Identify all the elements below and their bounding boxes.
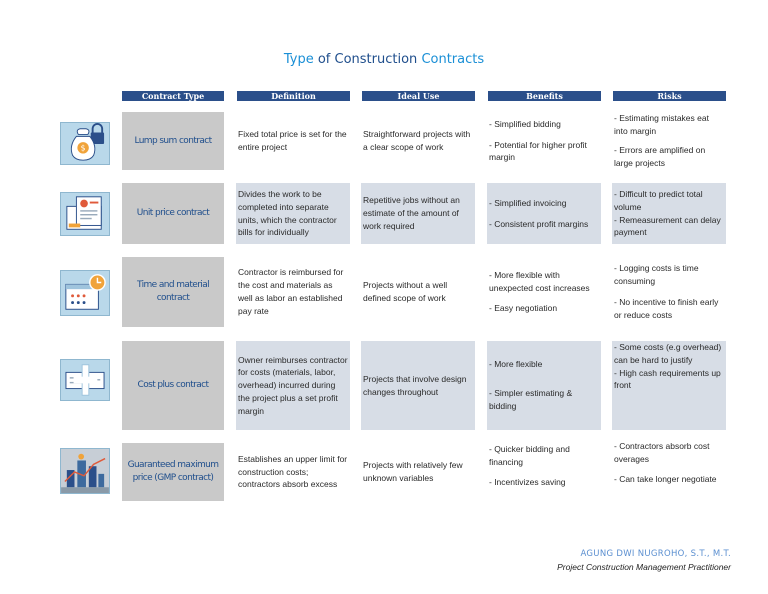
benefits-cell: - More flexible with unexpected cost increases - Easy negotiation bbox=[489, 269, 590, 314]
header-definition: Definition bbox=[237, 91, 350, 101]
header-risks: Risks bbox=[613, 91, 726, 101]
ideal-use-cell: Projects with relatively few unknown variables bbox=[363, 460, 463, 483]
definition-cell: Contractor is reimbursed for the cost and materials as well as labor an established pay rate bbox=[238, 267, 344, 316]
risks-cell: - Estimating mistakes eat into margin - Errors are amplified on large projects bbox=[614, 113, 709, 169]
author-role: Project Construction Management Practitioner bbox=[557, 562, 731, 572]
risks-cell: - Contractors absorb cost overages - Can take longer negotiate bbox=[614, 440, 717, 485]
building-cost-chart-icon bbox=[60, 448, 110, 494]
page-title: Type of Construction Contracts bbox=[283, 52, 485, 67]
contract-type-gmp: Guaranteed maximum price (GMP contract) bbox=[122, 443, 224, 501]
definition-cell: Divides the work to be completed into separate units, which the contractor bills for individually bbox=[236, 183, 350, 244]
benefits-cell: - Simplified invoicing - Consistent profit margins bbox=[487, 183, 601, 244]
header-contract-type: Contract Type bbox=[122, 91, 224, 101]
definition-cell: Establishes an upper limit for construction costs; contractors absorb excess bbox=[238, 453, 348, 490]
money-bag-lock-icon bbox=[60, 122, 110, 165]
ideal-use-cell: Projects without a well defined scope of work bbox=[363, 280, 448, 303]
contract-type-lump-sum: Lump sum contract bbox=[122, 112, 224, 170]
contract-type-time-material: Time and material contract bbox=[122, 257, 224, 327]
benefits-cell: - Quicker bidding and financing - Incentivizes saving bbox=[489, 443, 570, 488]
risks-cell: - Logging costs is time consuming - No incentive to finish early or reduce costs bbox=[614, 263, 719, 320]
contract-type-cost-plus: Cost plus contract bbox=[122, 341, 224, 430]
calendar-clock-icon bbox=[60, 270, 110, 316]
definition-cell: Fixed total price is set for the entire project bbox=[238, 129, 347, 152]
risks-cell: - Some costs (e.g overhead) can be hard to justify - High cash requirements up front bbox=[612, 341, 726, 430]
contract-type-unit-price: Unit price contract bbox=[122, 183, 224, 244]
invoice-documents-icon bbox=[60, 192, 110, 236]
risks-cell: - Difficult to predict total volume - Remeasurement can delay payment bbox=[612, 183, 726, 244]
ideal-use-cell: Projects that involve design changes throughout bbox=[361, 341, 475, 430]
header-benefits: Benefits bbox=[488, 91, 601, 101]
benefits-cell: - Simplified bidding - Potential for higher profit margin bbox=[489, 118, 587, 163]
definition-cell: Owner reimburses contractor for costs (materials, labor, overhead) incurred during the project plus a set profit margin bbox=[236, 341, 350, 430]
svg-text:$: $ bbox=[80, 143, 86, 153]
benefits-cell: - More flexible - Simpler estimating & bidding bbox=[487, 341, 601, 430]
header-ideal-use: Ideal Use bbox=[362, 91, 475, 101]
author-name: AGUNG DWI NUGROHO, S.T., M.T. bbox=[580, 549, 731, 559]
cheque-plus-icon bbox=[60, 359, 110, 401]
ideal-use-cell: Repetitive jobs without an estimate of the amount of work required bbox=[361, 183, 475, 244]
ideal-use-cell: Straightforward projects with a clear scope of work bbox=[363, 129, 471, 152]
